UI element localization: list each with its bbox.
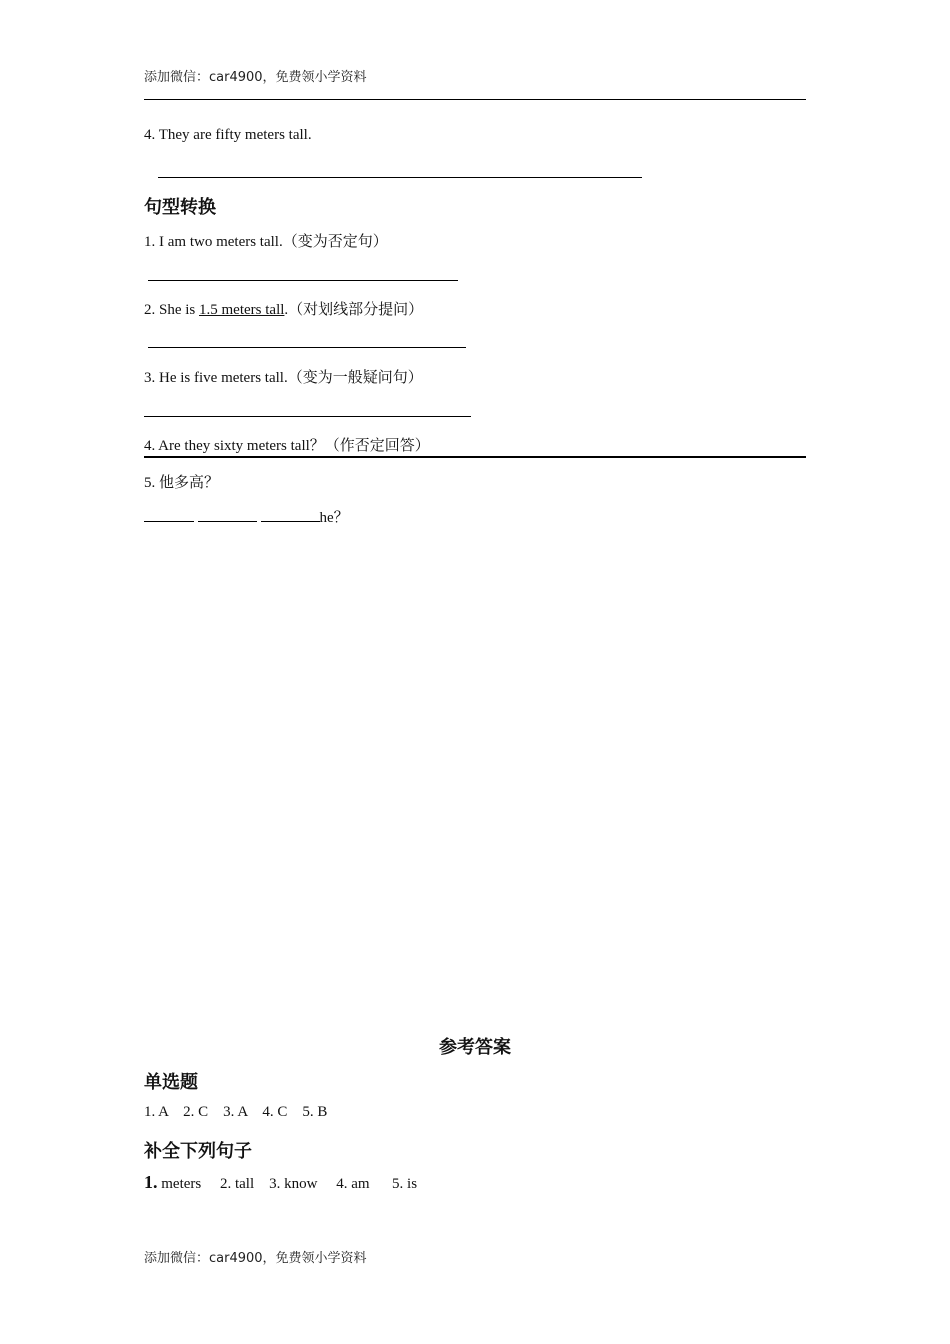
answer-line <box>144 416 471 417</box>
answer-line <box>148 347 466 348</box>
answer-line <box>158 177 642 178</box>
transform-q2-underlined: 1.5 meters tall <box>199 302 285 318</box>
page-header: 添加微信：car4900，免费领小学资料 <box>144 70 367 85</box>
answers-complete <box>144 1172 417 1193</box>
section-title-transform: 句型转换 <box>144 197 216 218</box>
transform-q5: 5. 他多高？ <box>144 475 220 491</box>
answer-rule <box>144 456 806 458</box>
answers-title: 参考答案 <box>439 1037 511 1058</box>
transform-q2-suffix: .（对划线部分提问） <box>284 302 424 318</box>
transform-q2-prefix: 2. She is <box>144 302 200 318</box>
transform-q5-tail: he？ <box>319 510 349 526</box>
transform-q2 <box>144 298 423 319</box>
prev-item-4: 4. They are fifty meters tall. <box>144 127 312 143</box>
page-footer: 添加微信：car4900，免费领小学资料 <box>144 1251 367 1266</box>
transform-q4: 4. Are they sixty meters tall？（作否定回答） <box>144 438 430 454</box>
transform-q3: 3. He is five meters tall.（变为一般疑问句） <box>144 370 423 386</box>
transform-q5-blanks <box>144 506 349 527</box>
blank <box>198 507 257 522</box>
transform-q1: 1. I am two meters tall.（变为否定句） <box>144 234 388 250</box>
answers-complete-text: meters 2. tall 3. know 4. am 5. is <box>157 1176 418 1192</box>
answers-complete-first-num: 1. <box>144 1172 158 1192</box>
answer-line <box>148 280 458 281</box>
answers-complete-title: 补全下列句子 <box>144 1141 252 1162</box>
blank <box>144 507 194 522</box>
answers-single-choice: 1. A 2. C 3. A 4. C 5. B <box>144 1104 328 1120</box>
header-rule <box>144 99 806 100</box>
blank <box>261 507 320 522</box>
answers-single-choice-title: 单选题 <box>144 1072 198 1093</box>
